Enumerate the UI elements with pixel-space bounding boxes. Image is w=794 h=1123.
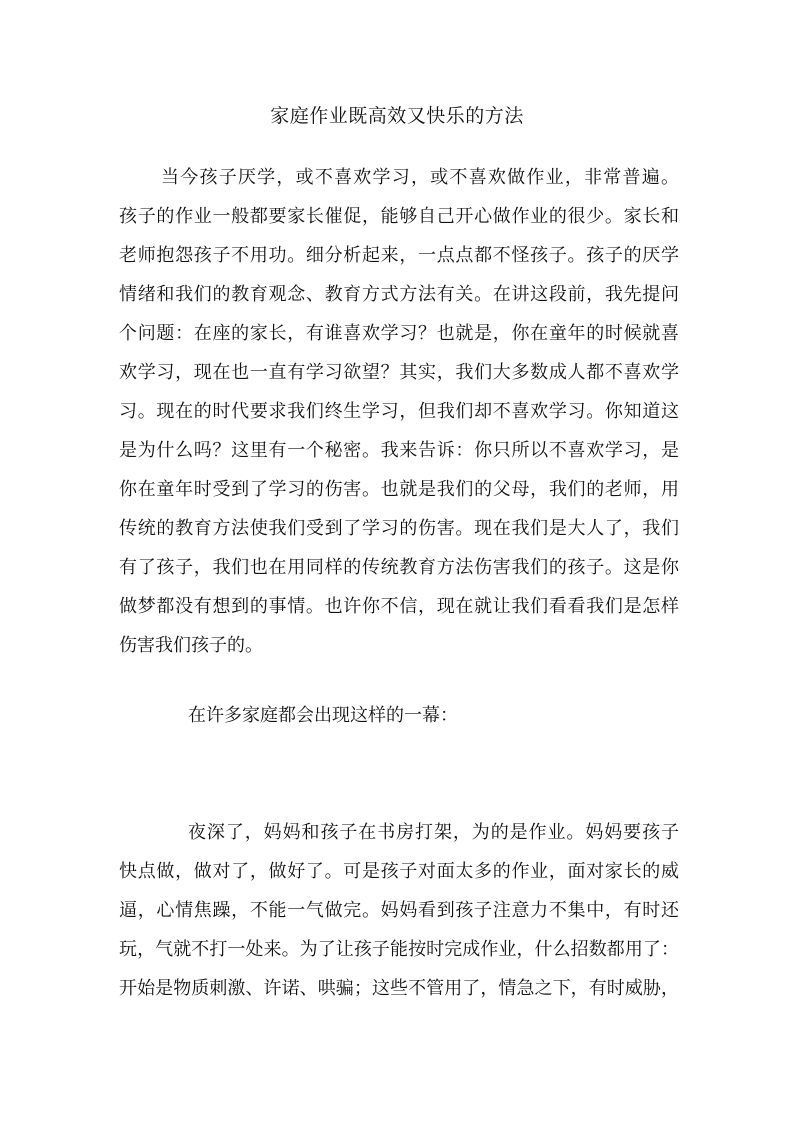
paragraph-1-line-9: 你在童年时受到了学习的伤害。也就是我们的父母，我们的老师，用 [119, 479, 679, 500]
paragraph-1-line-12: 做梦都没有想到的事情。也许你不信，现在就让我们看看我们是怎样 [119, 596, 679, 617]
paragraph-1-line-6: 欢学习，现在也一直有学习欲望？其实，我们大多数成人都不喜欢学 [119, 362, 679, 383]
paragraph-3-line-3: 逼，心情焦躁，不能一气做完。妈妈看到孩子注意力不集中，有时还 [119, 900, 679, 921]
paragraph-2: 在许多家庭都会出现这样的一幕： [188, 705, 458, 726]
paragraph-1-line-1: 当今孩子厌学，或不喜欢学习，或不喜欢做作业，非常普遍。 [161, 167, 679, 188]
paragraph-3-line-2: 快点做，做对了，做好了。可是孩子对面太多的作业，面对家长的威 [119, 861, 679, 882]
paragraph-1-line-5: 个问题：在座的家长，有谁喜欢学习？也就是，你在童年的时候就喜 [119, 323, 679, 344]
paragraph-1-line-11: 有了孩子，我们也在用同样的传统教育方法伤害我们的孩子。这是你 [119, 557, 679, 578]
paragraph-3-line-5: 开始是物质刺激、许诺、哄骗；这些不管用了，情急之下，有时威胁， [119, 978, 679, 999]
paragraph-1-line-4: 情绪和我们的教育观念、教育方式方法有关。在讲这段前，我先提问 [119, 284, 679, 305]
paragraph-1-line-13: 伤害我们孩子的。 [119, 635, 263, 656]
paragraph-1-line-10: 传统的教育方法使我们受到了学习的伤害。现在我们是大人了，我们 [119, 518, 679, 539]
paragraph-1-line-7: 习。现在的时代要求我们终生学习，但我们却不喜欢学习。你知道这 [119, 401, 679, 422]
paragraph-1-line-3: 老师抱怨孩子不用功。细分析起来，一点点都不怪孩子。孩子的厌学 [119, 245, 679, 266]
document-title: 家庭作业既高效又快乐的方法 [270, 105, 524, 127]
paragraph-3-line-4: 玩，气就不打一处来。为了让孩子能按时完成作业，什么招数都用了： [119, 939, 679, 960]
paragraph-1-line-2: 孩子的作业一般都要家长催促，能够自己开心做作业的很少。家长和 [119, 206, 679, 227]
paragraph-1-line-8: 是为什么吗？这里有一个秘密。我来告诉：你只所以不喜欢学习，是 [119, 440, 679, 461]
paragraph-3-line-1: 夜深了，妈妈和孩子在书房打架，为的是作业。妈妈要孩子 [188, 822, 679, 843]
